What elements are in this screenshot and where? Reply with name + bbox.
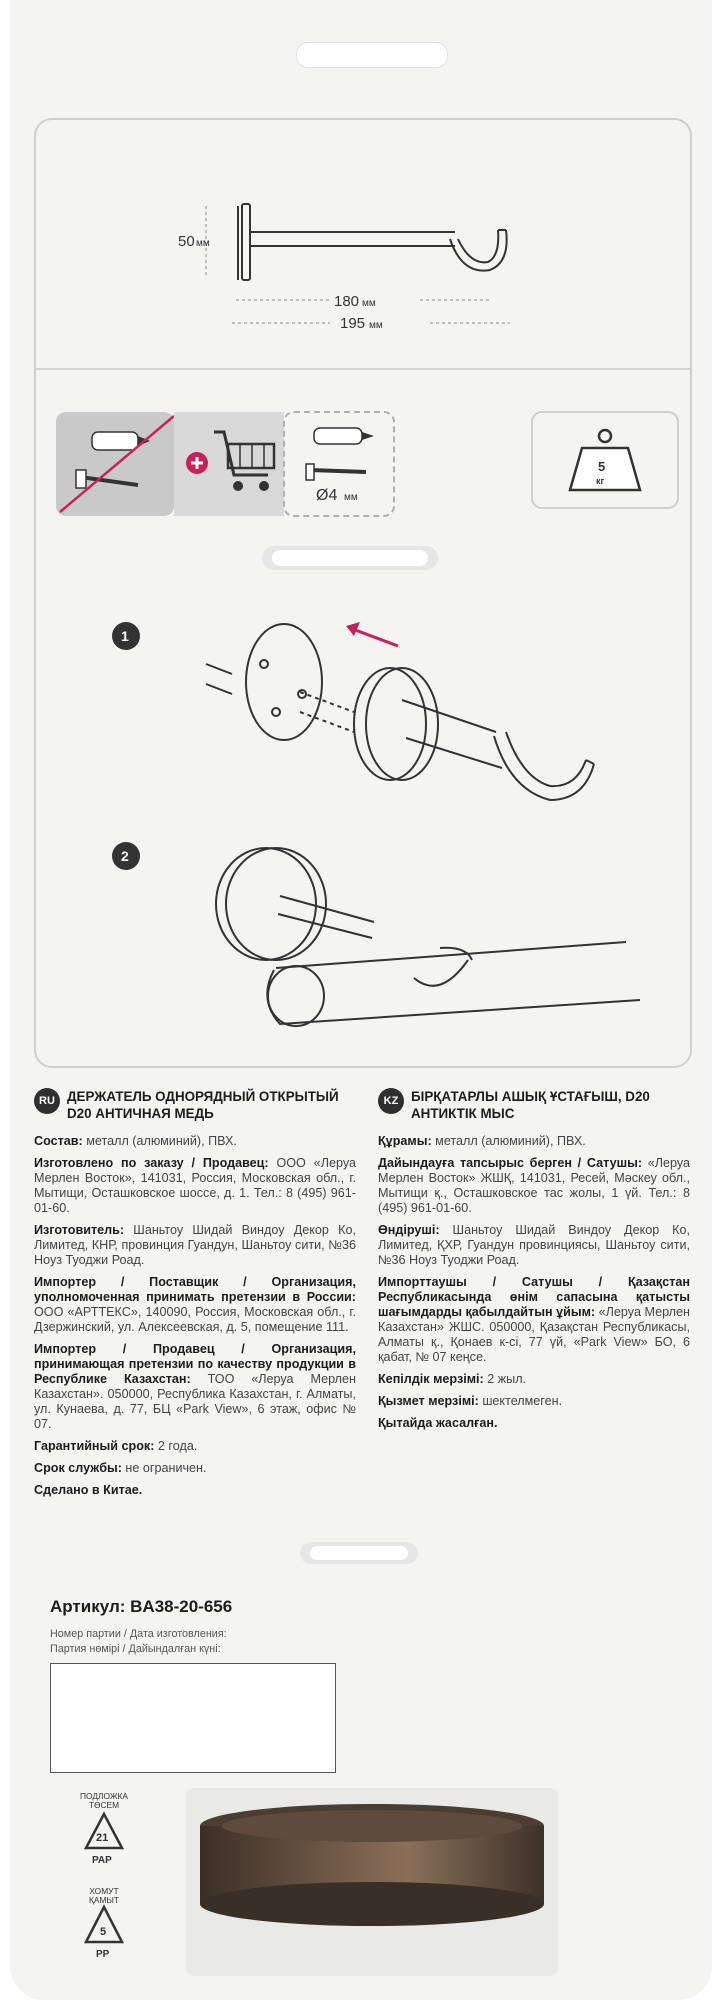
recycle-1-line1: ПОДЛОЖКА bbox=[79, 1791, 129, 1801]
kz-info-text: шектелмеген. bbox=[478, 1394, 563, 1408]
ru-info-label: Изготовитель: bbox=[34, 1223, 125, 1237]
ru-info-text: ООО «АРТТЕКС», 140090, Россия, Московская обл., г. Дзержинский, ул. Алексеевская, д. 5, помещение 111. bbox=[34, 1305, 356, 1334]
step-2-number: 2 bbox=[121, 848, 129, 864]
ru-info-text: ООО «Леруа Мерлен Восток», 141031, Россия, Московская обл., г. Мытищи, Осташковское шоссе, д. 1. Тел.: 8 (495) 961-01-60. bbox=[34, 1156, 356, 1215]
ru-info-text: Шаньтоу Шидай Виндоу Декор Ко, Лимитед, КНР, провинция Гуандун, Шаньтоу сити, №36 Ноуз Туоджи Роад. bbox=[34, 1223, 356, 1267]
height-value: 50 bbox=[178, 233, 195, 250]
kz-info-label: Дайындауға тапсырыс берген / Сатушы: bbox=[378, 1156, 643, 1170]
inner-length-unit: мм bbox=[362, 298, 376, 309]
ru-info-label: Гарантийный срок: bbox=[34, 1439, 155, 1453]
screw-diameter: Ø4 bbox=[316, 487, 338, 504]
kz-info-text: 2 жыл. bbox=[483, 1372, 527, 1386]
batch-label-kz: Партия нөмірі / Дайындалған күні: bbox=[50, 1643, 221, 1655]
weight-value: 5 bbox=[598, 459, 606, 474]
ru-info-label: Изготовлено по заказу / Продавец: bbox=[34, 1156, 269, 1170]
outer-length-value: 195 bbox=[340, 315, 366, 332]
recycle-1-line2: ТӨСЕМ bbox=[88, 1800, 120, 1810]
ru-product-title: ДЕРЖАТЕЛЬ ОДНОРЯДНЫЙ ОТКРЫТЫЙ D20 АНТИЧНАЯ МЕДЬ bbox=[67, 1089, 339, 1121]
kz-language-badge: KZ bbox=[378, 1088, 404, 1114]
ru-info-label: Срок службы: bbox=[34, 1461, 122, 1475]
recycle-2-code: PP bbox=[96, 1949, 110, 1960]
kz-info-text: металл (алюминий), ПВХ. bbox=[431, 1134, 586, 1148]
kz-info-label: Импорттаушы / Сатушы / Қазақстан Республикасында өнім сапасына қатысты шағымдарды қабылдайтын ұйым: bbox=[378, 1275, 690, 1319]
ru-info-text: металл (алюминий), ПВХ. bbox=[82, 1134, 237, 1148]
kz-info-label: Құрамы: bbox=[378, 1134, 432, 1148]
ru-info-label: Состав: bbox=[34, 1134, 83, 1148]
kz-product-title: БІРҚАТАРЛЫ АШЫҚ ҰСТАҒЫШ, D20 АНТИКТІК МЫС bbox=[411, 1089, 650, 1121]
recycle-2-number: 5 bbox=[100, 1926, 107, 1938]
ru-info-label: Сделано в Китае. bbox=[34, 1483, 143, 1497]
outer-length-unit: мм bbox=[369, 320, 383, 331]
ru-info-text: не ограничен. bbox=[121, 1461, 207, 1475]
kz-info-label: Кепілдік мерзімі: bbox=[378, 1372, 484, 1386]
ru-info-label: Импортер / Продавец / Организация, принимающая претензии по качеству продукции в Республике Казахстан: bbox=[34, 1342, 356, 1386]
kz-info-label: Қытайда жасалған. bbox=[378, 1416, 498, 1430]
ru-info-label: Импортер / Поставщик / Организация, уполномоченная принимать претензии в России: bbox=[34, 1275, 356, 1304]
screw-diameter-unit: мм bbox=[344, 492, 358, 503]
recycle-2-line2: ҚАМЫТ bbox=[89, 1895, 119, 1905]
kz-info-label: Қызмет мерзімі: bbox=[378, 1394, 479, 1408]
height-unit: мм bbox=[196, 238, 210, 249]
step-1-number: 1 bbox=[121, 628, 129, 644]
recycle-1-code: PAP bbox=[92, 1855, 112, 1866]
batch-label-ru: Номер партии / Дата изготовления: bbox=[50, 1628, 227, 1640]
packaging-card bbox=[10, 0, 712, 2000]
ru-info-text: ТОО «Леруа Мерлен Казахстан». 050000, Республика Казахстан, г. Алматы, ул. Кунаева, д. 77, БЦ «Park View», 6 этаж, офис № 07. bbox=[34, 1372, 356, 1431]
recycle-2-line1: ХОМУТ bbox=[89, 1886, 119, 1896]
product-sample-window bbox=[186, 1788, 558, 1976]
recycle-1-number: 21 bbox=[96, 1832, 109, 1844]
ru-info-text: 2 года. bbox=[154, 1439, 198, 1453]
ru-language-badge: RU bbox=[34, 1088, 60, 1114]
kz-info-text: «Леруа Мерлен Восток» ЖШҚ, 141031, Ресей, Мәскеу обл., Мытищи қ., Осташковское тас жолы, 1 үй. Тел.: 8 (495) 961-01-60. bbox=[378, 1156, 690, 1215]
kz-info-text: Шаньтоу Шидай Виндоу Декор Ко, Лимитед, ҚХР, Гуандун провинциясы, Шаньтоу сити, №36 Ноуз Туоджи Роад. bbox=[378, 1223, 690, 1267]
article-number: Артикул: BA38-20-656 bbox=[50, 1597, 233, 1616]
weight-unit: кг bbox=[596, 476, 605, 486]
kz-info-text: «Леруа Мерлен Казахстан» ЖШС. 050000, Қазақстан Республикасы, Алматы қ., Қонаев к-сі, 77 үй, «Park View» БО, 6 қабат, № 07 кеңсе. bbox=[378, 1305, 690, 1364]
kz-info-label: Өндіруші: bbox=[378, 1223, 440, 1237]
inner-length-value: 180 bbox=[334, 293, 360, 310]
recycle-symbols bbox=[10, 0, 712, 2000]
